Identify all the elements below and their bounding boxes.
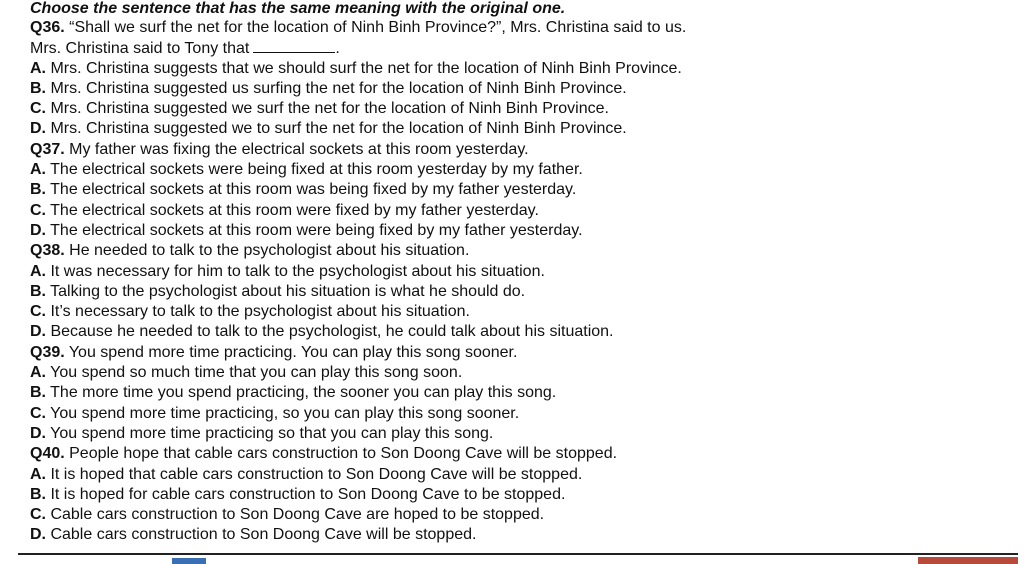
option-letter: B. [30,485,46,503]
option-39-c [30,404,1010,424]
option-40-d [30,525,1010,545]
option-37-c [30,201,1010,221]
option-text: Mrs. Christina suggests that we should surf the net for the location of Ninh Binh Province. [46,59,682,77]
question-number: Q39. [30,343,65,361]
stem-text: Mrs. Christina said to Tony that [30,40,250,58]
option-text: Because he needed to talk to the psychologist, he could talk about his situation. [46,323,614,341]
option-36-a [30,59,1010,79]
question-text: “Shall we surf the net for the location of Ninh Binh Province?”, Mrs. Christina said to us. [64,19,687,36]
option-letter: C. [30,506,46,524]
option-text: Cable cars construction to Son Doong Cave are hoped to be stopped. [46,506,545,524]
option-letter: A. [30,465,46,483]
option-39-d [30,424,1010,444]
option-letter: B. [30,181,46,199]
option-text: The more time you spend practicing, the sooner you can play this song. [46,384,557,402]
red-tab-marker [918,557,1018,564]
option-39-a [30,363,1010,383]
option-letter: B. [30,384,46,402]
option-text: Mrs. Christina suggested us surfing the net for the location of Ninh Binh Province. [46,79,627,97]
option-40-c [30,505,1010,525]
option-letter: A. [30,59,46,77]
question-36-stem [30,38,1010,58]
option-40-b [30,485,1010,505]
option-text: Mrs. Christina suggested we to surf the net for the location of Ninh Binh Province. [46,120,627,138]
stem-end: . [335,40,340,58]
option-text: It is hoped for cable cars construction to Son Doong Cave to be stopped. [46,485,566,503]
option-letter: B. [30,79,46,97]
question-text: He needed to talk to the psychologist about his situation. [64,242,470,260]
option-text: You spend so much time that you can play this song soon. [46,364,463,382]
option-letter: D. [30,526,46,544]
option-39-b [30,383,1010,403]
option-letter: C. [30,303,46,321]
option-letter: A. [30,262,46,280]
option-36-d [30,119,1010,139]
answer-blank [253,38,335,53]
option-letter: B. [30,282,46,300]
question-text: My father was fixing the electrical sockets at this room yesterday. [64,140,529,158]
question-40 [30,444,1010,464]
question-39 [30,343,1010,363]
question-text: You spend more time practicing. You can play this song sooner. [64,343,518,361]
option-letter: D. [30,120,46,138]
option-text: The electrical sockets were being fixed at this room yesterday by my father. [46,161,583,179]
option-37-d [30,221,1010,241]
option-text: It is hoped that cable cars construction to Son Doong Cave will be stopped. [46,465,583,483]
bottom-divider [18,553,1018,555]
option-38-c [30,302,1010,322]
option-text: You spend more time practicing, so you can play this song sooner. [46,404,520,422]
option-36-c [30,99,1010,119]
option-letter: A. [30,161,46,179]
question-38 [30,241,1010,261]
option-38-a [30,262,1010,282]
option-text: You spend more time practicing so that you can play this song. [46,424,494,442]
option-text: Cable cars construction to Son Doong Cave will be stopped. [46,526,477,544]
option-40-a [30,465,1010,485]
question-text: People hope that cable cars construction to Son Doong Cave will be stopped. [64,445,618,463]
option-letter: D. [30,424,46,442]
question-36 [30,18,1010,38]
option-text: The electrical sockets at this room were being fixed by my father yesterday. [46,221,583,239]
option-37-b [30,180,1010,200]
question-number: Q40. [30,445,65,463]
question-number: Q37. [30,140,65,158]
option-36-b [30,79,1010,99]
option-text: Mrs. Christina suggested we surf the net for the location of Ninh Binh Province. [46,100,609,118]
question-number: Q36. [30,19,65,36]
option-letter: A. [30,364,46,382]
option-37-a [30,160,1010,180]
option-letter: D. [30,323,46,341]
option-text: Talking to the psychologist about his situation is what he should do. [46,282,526,300]
question-number: Q38. [30,242,65,260]
option-text: It was necessary for him to talk to the psychologist about his situation. [46,262,545,280]
option-letter: C. [30,404,46,422]
option-38-d [30,322,1010,342]
option-letter: D. [30,221,46,239]
option-letter: C. [30,201,46,219]
instruction-heading: Choose the sentence that has the same meaning with the original one. [30,0,566,17]
option-text: It’s necessary to talk to the psychologist about his situation. [46,303,470,321]
option-letter: C. [30,100,46,118]
blue-tab-marker [172,558,206,564]
worksheet [30,0,1010,546]
question-37 [30,140,1010,160]
option-text: The electrical sockets at this room were fixed by my father yesterday. [46,201,539,219]
option-text: The electrical sockets at this room was being fixed by my father yesterday. [46,181,577,199]
option-38-b [30,282,1010,302]
